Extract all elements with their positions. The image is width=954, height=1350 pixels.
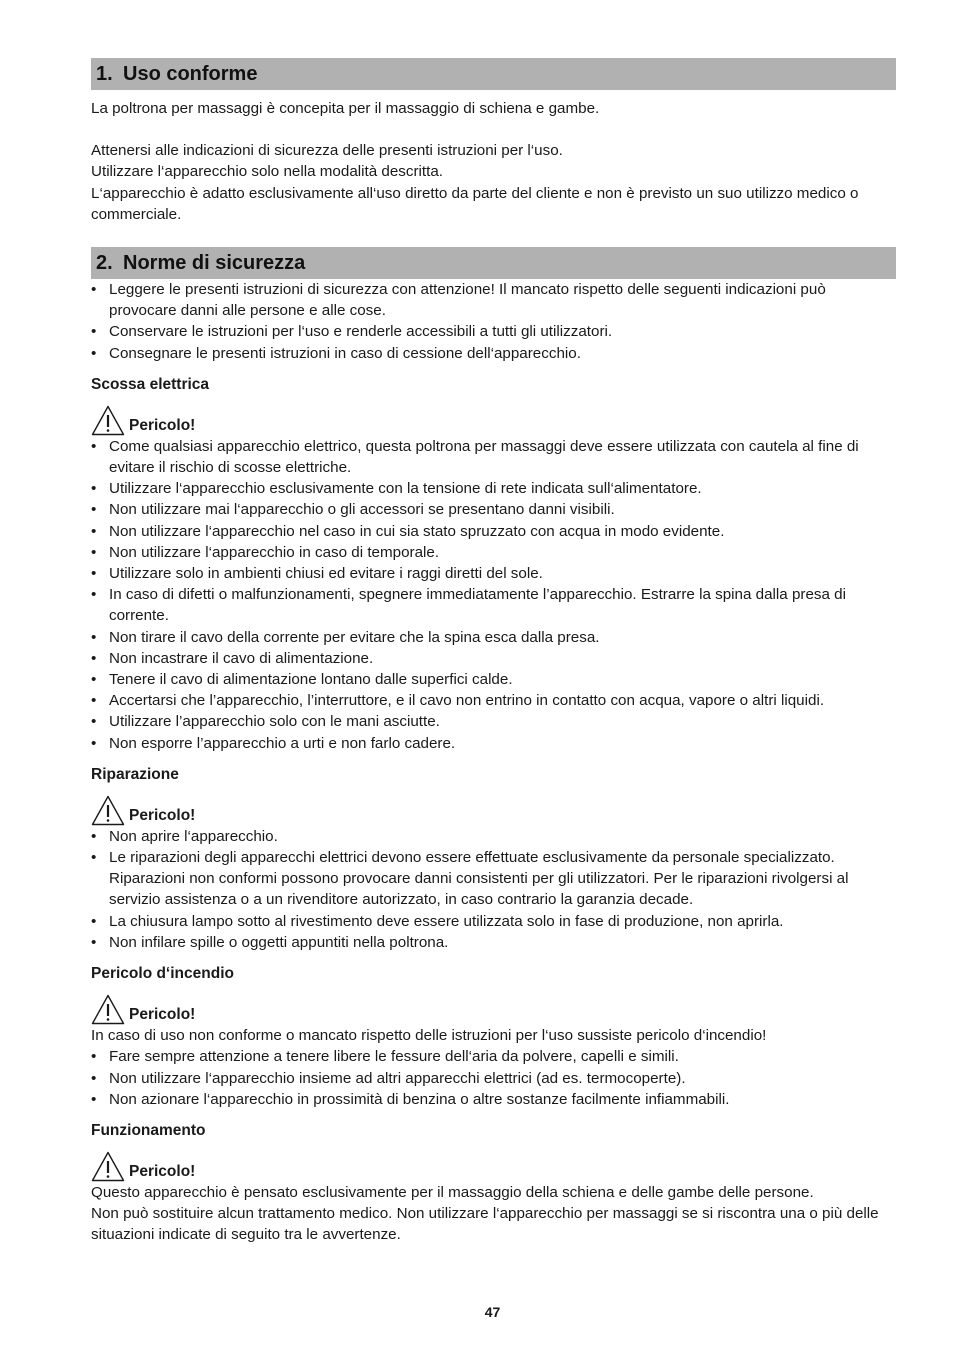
section-title: Norme di sicurezza bbox=[123, 252, 306, 275]
list-item: • Non esporre l’apparecchio a urti e non farlo cadere. bbox=[91, 733, 896, 754]
section-heading-uso-conforme bbox=[91, 58, 896, 90]
subheading-scossa-elettrica: Scossa elettrica bbox=[91, 375, 210, 393]
bullet-icon: • bbox=[91, 692, 97, 710]
bullet-list bbox=[91, 1046, 896, 1110]
paragraph: Questo apparecchio è pensato esclusivamente per il massaggio della schiena e delle gambe delle persone. bbox=[91, 1183, 814, 1201]
bullet-icon: • bbox=[91, 586, 97, 604]
list-item: • Non utilizzare l‘apparecchio insieme ad altri apparecchi elettrici (ad es. termocoperte). bbox=[91, 1068, 896, 1089]
bullet-icon: • bbox=[91, 323, 97, 341]
subheading-pericolo-incendio: Pericolo d‘incendio bbox=[91, 965, 234, 983]
list-item: • Fare sempre attenzione a tenere libere le fessure dell‘aria da polvere, capelli e simili. bbox=[91, 1046, 896, 1067]
list-item: • In caso di difetti o malfunzionamenti, spegnere immediatamente l’apparecchio. Estrarre la spina dalla presa di corrente. bbox=[91, 586, 846, 625]
list-item: • Le riparazioni degli apparecchi elettrici devono essere effettuate esclusivamente da personale specializzato. Riparazioni non conformi possono provocare danni consistenti per gli utilizzatori. Per le riparazioni rivolgersi al servizio assistenza o a un rivenditore autorizzato, in caso contrario la garanzia decade. bbox=[91, 849, 849, 909]
paragraph: In caso di uso non conforme o mancato rispetto delle istruzioni per l‘uso sussiste pericolo d‘incendio! bbox=[91, 1027, 767, 1045]
list-item: • Leggere le presenti istruzioni di sicurezza con attenzione! Il mancato rispetto delle seguenti indicazioni può provocare danni alle persone e alle cose. bbox=[91, 281, 826, 320]
bullet-icon: • bbox=[91, 281, 97, 299]
paragraph: Attenersi alle indicazioni di sicurezza delle presenti istruzioni per l‘uso. bbox=[91, 142, 563, 160]
bullet-icon: • bbox=[91, 1048, 97, 1066]
warning-triangle-icon bbox=[91, 994, 125, 1025]
section-title: Uso conforme bbox=[123, 63, 258, 85]
list-item: • Utilizzare l’apparecchio solo con le mani asciutte. bbox=[91, 711, 896, 732]
bullet-icon: • bbox=[91, 912, 97, 930]
list-item: • Utilizzare l‘apparecchio esclusivamente con la tensione di rete indicata sull‘alimentatore. bbox=[91, 478, 896, 499]
page-content bbox=[91, 58, 896, 1246]
bullet-icon: • bbox=[91, 827, 97, 845]
list-item: • Non tirare il cavo della corrente per evitare che la spina esca dalla presa. bbox=[91, 627, 896, 648]
list-item: • Non azionare l‘apparecchio in prossimità di benzina o altre sostanze facilmente infiammabili. bbox=[91, 1089, 896, 1110]
list-item: • Tenere il cavo di alimentazione lontano dalle superfici calde. bbox=[91, 669, 896, 690]
danger-warning bbox=[91, 402, 896, 436]
warning-triangle-icon bbox=[91, 795, 125, 826]
list-item: • Accertarsi che l’apparecchio, l’interruttore, e il cavo non entrino in contatto con acqua, vapore o altri liquidi. bbox=[91, 690, 896, 711]
danger-warning bbox=[91, 991, 896, 1025]
page-number: 47 bbox=[484, 1304, 501, 1320]
warning-triangle-icon bbox=[91, 1151, 125, 1182]
list-item: • Non infilare spille o oggetti appuntiti nella poltrona. bbox=[91, 932, 896, 953]
bullet-icon: • bbox=[91, 849, 97, 867]
list-item: • Non utilizzare l‘apparecchio nel caso in cui sia stato spruzzato con acqua in modo evidente. bbox=[91, 521, 896, 542]
subheading-riparazione: Riparazione bbox=[91, 765, 179, 783]
paragraph: Non può sostituire alcun trattamento medico. Non utilizzare l‘apparecchio per massaggi se si riscontra una o più delle situazioni indicate di seguito tra le avvertenze. bbox=[91, 1205, 879, 1244]
bullet-icon: • bbox=[91, 1090, 97, 1108]
bullet-icon: • bbox=[91, 522, 97, 540]
paragraph: L‘apparecchio è adatto esclusivamente all‘uso diretto da parte del cliente e non è previsto un suo utilizzo medico o commerciale. bbox=[91, 184, 859, 223]
bullet-icon: • bbox=[91, 628, 97, 646]
section-heading-norme-di-sicurezza bbox=[91, 247, 896, 279]
list-item: • La chiusura lampo sotto al rivestimento deve essere utilizzata solo in fase di produzione, non aprirla. bbox=[91, 911, 896, 932]
list-item: • Utilizzare solo in ambienti chiusi ed evitare i raggi diretti del sole. bbox=[91, 563, 896, 584]
warning-triangle-icon bbox=[91, 405, 125, 436]
bullet-icon: • bbox=[91, 734, 97, 752]
bullet-list bbox=[91, 436, 896, 754]
list-item: • Non utilizzare mai l‘apparecchio o gli accessori se presentano danni visibili. bbox=[91, 499, 896, 520]
bullet-icon: • bbox=[91, 933, 97, 951]
bullet-icon: • bbox=[91, 344, 97, 362]
danger-warning bbox=[91, 792, 896, 826]
bullet-icon: • bbox=[91, 713, 97, 731]
list-item: • Non utilizzare l‘apparecchio in caso di temporale. bbox=[91, 542, 896, 563]
list-item: • Conservare le istruzioni per l‘uso e renderle accessibili a tutti gli utilizzatori. bbox=[91, 321, 896, 342]
bullet-icon: • bbox=[91, 501, 97, 519]
section-number: 2. bbox=[96, 252, 113, 275]
bullet-icon: • bbox=[91, 649, 97, 667]
bullet-icon: • bbox=[91, 480, 97, 498]
paragraph: La poltrona per massaggi è concepita per il massaggio di schiena e gambe. bbox=[91, 100, 600, 117]
danger-label: Pericolo! bbox=[129, 1006, 196, 1024]
bullet-icon: • bbox=[91, 565, 97, 583]
bullet-icon: • bbox=[91, 543, 97, 561]
subheading-funzionamento: Funzionamento bbox=[91, 1121, 206, 1139]
paragraph: Utilizzare l‘apparecchio solo nella modalità descritta. bbox=[91, 163, 444, 181]
bullet-list bbox=[91, 826, 896, 953]
section-number: 1. bbox=[96, 63, 113, 85]
list-item: • Non aprire l‘apparecchio. bbox=[91, 826, 896, 847]
danger-label: Pericolo! bbox=[129, 1162, 196, 1180]
bullet-list bbox=[91, 279, 896, 364]
list-item: • Consegnare le presenti istruzioni in caso di cessione dell‘apparecchio. bbox=[91, 343, 896, 364]
bullet-icon: • bbox=[91, 437, 97, 455]
list-item: • Non incastrare il cavo di alimentazione. bbox=[91, 648, 896, 669]
danger-warning bbox=[91, 1148, 896, 1182]
bullet-icon: • bbox=[91, 1069, 97, 1087]
bullet-icon: • bbox=[91, 671, 97, 689]
danger-label: Pericolo! bbox=[129, 416, 196, 434]
danger-label: Pericolo! bbox=[129, 806, 196, 824]
list-item: • Come qualsiasi apparecchio elettrico, questa poltrona per massaggi deve essere utilizzata con cautela al fine di evitare il rischio di scosse elettriche. bbox=[91, 437, 859, 477]
